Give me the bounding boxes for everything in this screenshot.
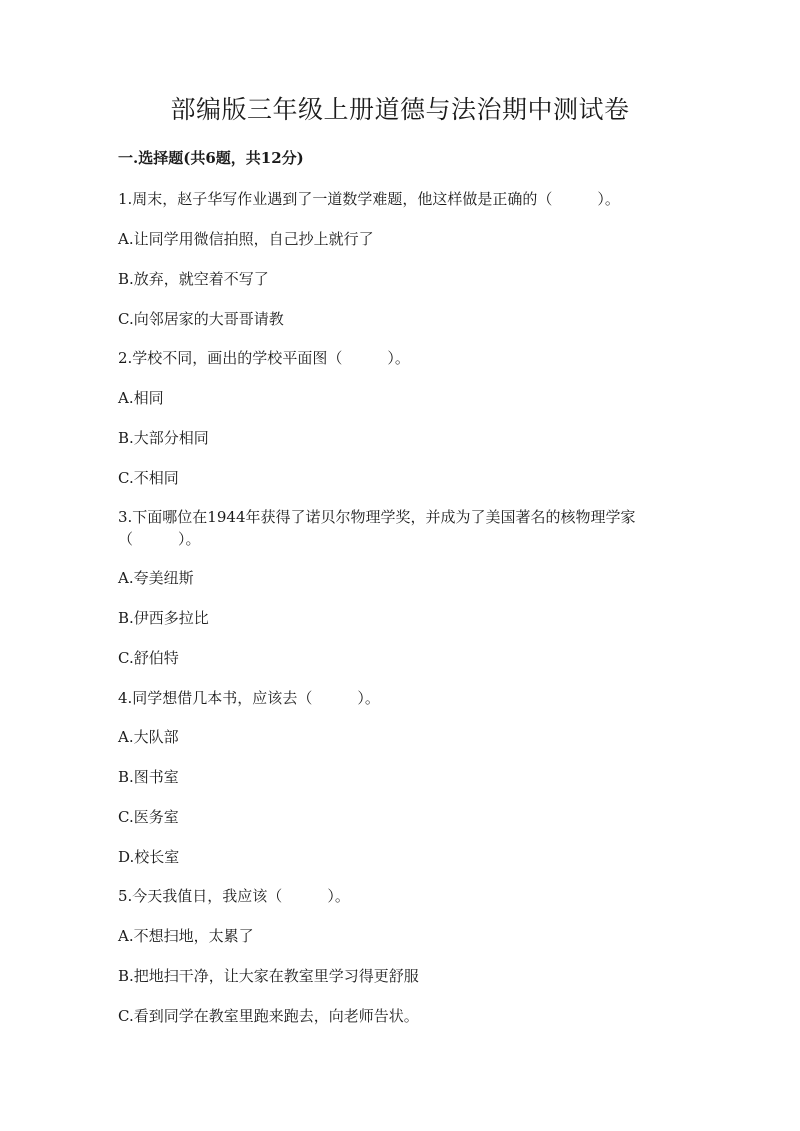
question-3-option-a: A.夸美纽斯: [118, 569, 194, 587]
question-1-stem: 1.周末，赵子华写作业遇到了一道数学难题，他这样做是正确的（ ）。: [118, 190, 620, 208]
question-1-option-c: C.向邻居家的大哥哥请教: [118, 310, 284, 328]
question-5-stem: 5.今天我值日，我应该（ ）。: [118, 887, 350, 905]
question-2-option-a: A.相同: [118, 389, 164, 407]
section-heading: 一.选择题(共6题，共12分): [118, 149, 304, 167]
question-5-option-a: A.不想扫地，太累了: [118, 927, 254, 945]
question-4-option-d: D.校长室: [118, 848, 180, 866]
question-3-stem: 3.下面哪位在1944年获得了诺贝尔物理学奖，并成为了美国著名的核物理学家（ ）。: [118, 508, 636, 548]
question-1-option-a: A.让同学用微信拍照，自己抄上就行了: [118, 230, 374, 248]
question-2-stem: 2.学校不同，画出的学校平面图（ ）。: [118, 349, 410, 367]
question-4-option-a: A.大队部: [118, 728, 179, 746]
question-2-option-b: B.大部分相同: [118, 429, 209, 447]
page-title: 部编版三年级上册道德与法治期中测试卷: [170, 95, 630, 124]
question-4-option-c: C.医务室: [118, 808, 179, 826]
question-1-option-b: B.放弃，就空着不写了: [118, 270, 269, 288]
question-5-option-c: C.看到同学在教室里跑来跑去，向老师告状。: [118, 1007, 419, 1025]
question-5-option-b: B.把地扫干净，让大家在教室里学习得更舒服: [118, 967, 419, 985]
question-3-option-b: B.伊西多拉比: [118, 609, 209, 627]
question-4-stem: 4.同学想借几本书，应该去（ ）。: [118, 689, 380, 707]
question-4-option-b: B.图书室: [118, 768, 179, 786]
question-3-option-c: C.舒伯特: [118, 649, 179, 667]
question-2-option-c: C.不相同: [118, 469, 179, 487]
